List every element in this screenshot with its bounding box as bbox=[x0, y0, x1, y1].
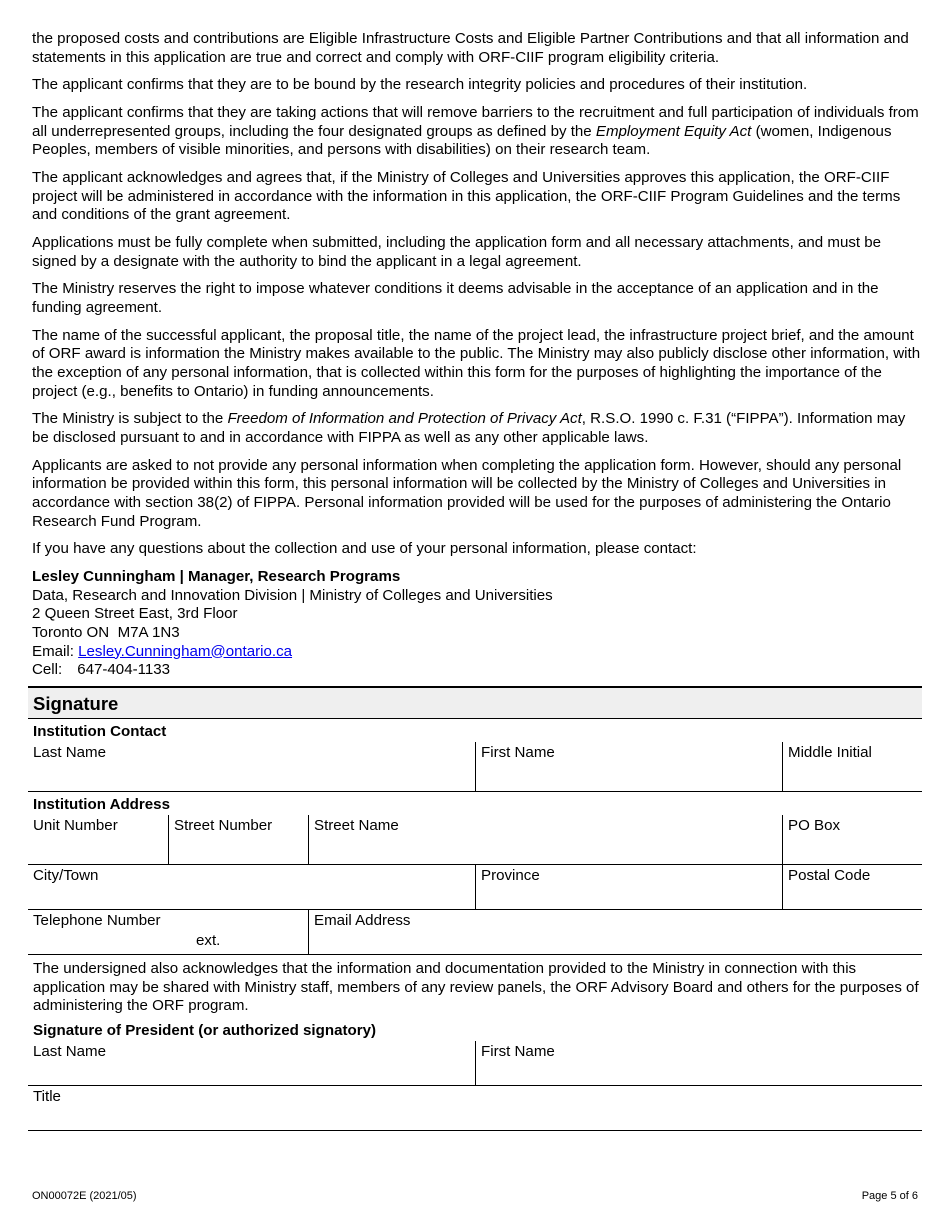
unit-number-field[interactable]: Unit Number bbox=[33, 817, 118, 834]
postal-code-field[interactable]: Postal Code bbox=[782, 865, 922, 909]
email-address-field[interactable]: Email Address bbox=[308, 910, 922, 954]
signatory-name-row bbox=[28, 1041, 922, 1086]
contact-cell-line: Cell: 647-404-1133 bbox=[32, 661, 171, 679]
paragraph-completeness: Applications must be fully complete when submitted, including the application form and all necessary attachments, and must be signed by a designate with the authority to bind the applicant in a legal agreement. bbox=[32, 234, 882, 270]
document-body bbox=[32, 30, 922, 680]
telephone-field[interactable]: Telephone Number ext. bbox=[33, 912, 221, 949]
signatory-title-row bbox=[28, 1086, 922, 1131]
institution-address-heading: Institution Address bbox=[33, 796, 170, 813]
signatory-first-name-field[interactable]: First Name bbox=[475, 1041, 922, 1085]
paragraph-eligibility: the proposed costs and contributions are Eligible Infrastructure Costs and Eligible Partner Contributions and that all information and statements in this application are true and correct and comply with ORF-CIIF program eligibility criteria. bbox=[32, 30, 909, 66]
contact-division: Data, Research and Innovation Division | Ministry of Colleges and Universities bbox=[32, 586, 553, 604]
paragraph-administration: The applicant acknowledges and agrees that, if the Ministry of Colleges and Universities approves this application, the ORF-CIIF project will be administered in accordance with the information in this application, the ORF-CIIF Program Guidelines and the terms and conditions of the grant agreement. bbox=[32, 169, 901, 224]
paragraph-equity: The applicant confirms that they are taking actions that will remove barriers to the recruitment and full participation of individuals from all underrepresented groups, including the four designated groups as defined by the Employment Equity Act (women, Indigenous Peoples, members of visible minorities, and persons with disabilities) on their research team. bbox=[32, 104, 919, 159]
acknowledgement-text: The undersigned also acknowledges that the information and documentation provided to the Ministry in connection with this application may be shared with Ministry staff, members of any review panels, the ORF Advisory Board and others for the purposes of administering the ORF program. bbox=[33, 960, 919, 1015]
paragraph-fippa: The Ministry is subject to the Freedom of Information and Protection of Privacy Act, R.S.O. 1990 c. F.31 (“FIPPA”). Information may be disclosed pursuant to and in accordance with FIPPA as well as any other applicable laws. bbox=[32, 410, 906, 446]
paragraph-questions: If you have any questions about the collection and use of your personal information, please contact: bbox=[32, 540, 697, 558]
contact-middle-initial-field[interactable]: Middle Initial bbox=[782, 742, 922, 791]
signature-form bbox=[28, 686, 922, 1131]
institution-contact-row bbox=[28, 742, 922, 792]
contact-name-title: Lesley Cunningham | Manager, Research Programs bbox=[32, 568, 401, 586]
contact-city: Toronto ON M7A 1N3 bbox=[32, 623, 180, 641]
contact-email-line: Email: Lesley.Cunningham@ontario.ca bbox=[32, 642, 293, 660]
contact-street: 2 Queen Street East, 3rd Floor bbox=[32, 605, 238, 623]
street-name-field[interactable]: Street Name bbox=[308, 815, 782, 864]
contact-last-name-field[interactable]: Last Name bbox=[33, 744, 106, 761]
president-signature-heading: Signature of President (or authorized signatory) bbox=[33, 1022, 376, 1039]
province-field[interactable]: Province bbox=[475, 865, 782, 909]
paragraph-public-disclosure: The name of the successful applicant, the proposal title, the name of the project lead, the infrastructure project brief, and the amount of ORF award is information the Ministry makes available to the public. The Ministry may also publicly disclose other information, with the exception of any personal information, that is collected within this form for the purposes of highlighting the importance of the project (e.g., benefits to Ontario) in funding announcements. bbox=[32, 326, 921, 400]
contact-block bbox=[32, 568, 922, 680]
contact-email-link[interactable]: Lesley.Cunningham@ontario.ca bbox=[78, 642, 293, 660]
po-box-field[interactable]: PO Box bbox=[782, 815, 922, 864]
address-row-1 bbox=[28, 815, 922, 865]
contact-first-name-field[interactable]: First Name bbox=[475, 742, 782, 791]
page-number: Page 5 of 6 bbox=[861, 1190, 918, 1202]
street-number-field[interactable]: Street Number bbox=[168, 815, 308, 864]
institution-contact-heading: Institution Contact bbox=[33, 723, 167, 740]
paragraph-research-integrity: The applicant confirms that they are to be bound by the research integrity policies and procedures of their institution. bbox=[32, 76, 808, 94]
phone-email-row bbox=[28, 910, 922, 955]
paragraph-conditions: The Ministry reserves the right to impose whatever conditions it deems advisable in the acceptance of an application and in the funding agreement. bbox=[32, 280, 879, 317]
signatory-last-name-field[interactable]: Last Name bbox=[33, 1043, 106, 1060]
paragraph-personal-info: Applicants are asked to not provide any personal information when completing the application form. However, should any personal information be provided within this form, this personal information will be collected by the Ministry of Colleges and Universities in accordance with section 38(2) of FIPPA. Personal information provided will be used for the purposes of administering the Ontario Research Fund Program. bbox=[32, 456, 902, 530]
signature-header: Signature bbox=[28, 686, 922, 719]
address-row-2 bbox=[28, 865, 922, 910]
city-town-field[interactable]: City/Town bbox=[33, 867, 99, 884]
form-code: ON00072E (2021/05) bbox=[32, 1190, 137, 1202]
extension-label: ext. bbox=[196, 932, 221, 949]
signatory-title-field[interactable]: Title bbox=[33, 1088, 61, 1105]
